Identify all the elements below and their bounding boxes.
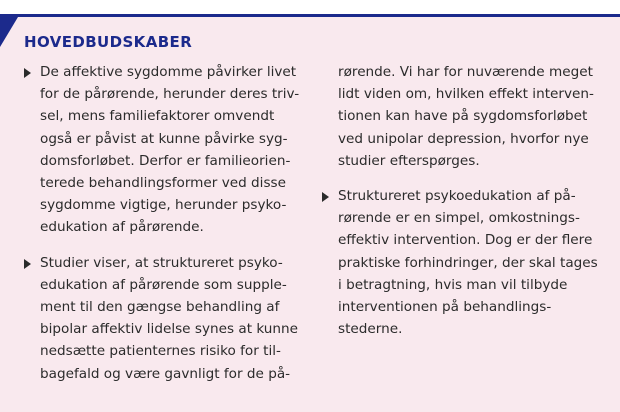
text-line: Struktureret psykoedukation af på-: [338, 188, 576, 205]
text-line: ved unipolar depression, hvorfor nye: [338, 130, 589, 147]
text-line: effektiv intervention. Dog er der flere: [338, 232, 593, 249]
text-line: Studier viser, at struktureret psyko-: [40, 254, 283, 271]
box-heading: HOVEDBUDSKABER: [24, 33, 193, 51]
bullet-item: [320, 185, 606, 340]
triangle-bullet-icon: [24, 259, 31, 269]
bullet-item: [22, 61, 307, 239]
text-line: i betragtning, hvis man vil tilbyde: [338, 276, 568, 293]
text-line: nedsætte patienternes risiko for til-: [40, 343, 281, 360]
text-line: lidt viden om, hvilken effekt interven-: [338, 86, 594, 103]
corner-accent: [0, 17, 18, 47]
text-line: bagefald og være gavnligt for de på-: [40, 365, 291, 382]
text-line: bipolar affektiv lidelse synes at kunne: [40, 321, 299, 338]
bullet-item: [22, 252, 307, 385]
key-messages-box: [0, 14, 620, 412]
text-line: også er påvist at kunne påvirke syg-: [40, 130, 288, 147]
text-line: ment til den gængse behandling af: [40, 299, 280, 316]
text-line: praktiske forhindringer, der skal tages: [338, 254, 598, 271]
text-line: sel, mens familiefaktorer omvendt: [40, 108, 275, 125]
text-line: De affektive sygdomme påvirker livet: [40, 64, 297, 80]
text-line: domsforløbet. Derfor er familieorien-: [40, 152, 291, 169]
text-line: rørende er en simpel, omkostnings-: [338, 210, 580, 227]
triangle-bullet-icon: [24, 68, 31, 78]
text-line: stederne.: [338, 321, 403, 338]
text-line: terede behandlingsformer ved disse: [40, 175, 286, 192]
right-column: [320, 61, 606, 353]
text-line: sygdomme vigtige, herunder psyko-: [40, 197, 287, 214]
text-line: edukation af pårørende.: [40, 219, 204, 236]
text-line: rørende. Vi har for nuværende meget: [338, 64, 593, 80]
text-line: edukation af pårørende som supple-: [40, 276, 287, 293]
text-line: tionen kan have på sygdomsforløbet: [338, 108, 588, 125]
text-line: interventionen på behandlings-: [338, 299, 552, 316]
triangle-bullet-icon: [322, 192, 329, 202]
left-column: [22, 61, 307, 398]
text-line: studier efterspørges.: [338, 152, 480, 169]
text-line: for de pårørende, herunder deres triv-: [40, 86, 300, 103]
bullet-continuation: [320, 61, 606, 172]
